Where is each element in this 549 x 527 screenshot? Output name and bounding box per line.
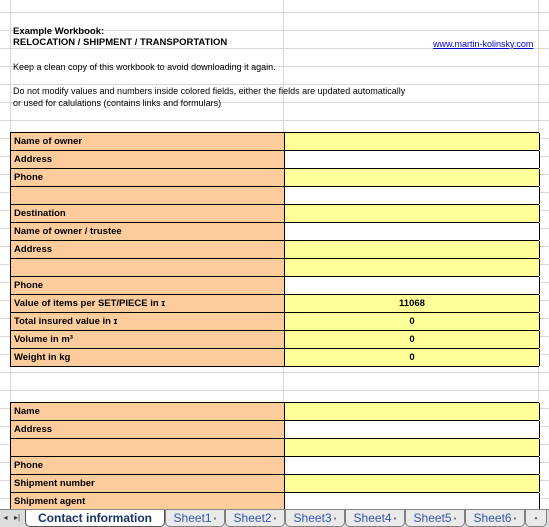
workbook-subtitle: RELOCATION / SHIPMENT / TRANSPORTATION [13, 37, 228, 48]
tab-label: Sheet5 [413, 511, 452, 525]
weight-readout: 0 [285, 349, 540, 366]
form-row-shipment-agent [11, 493, 539, 509]
tab-sheet4[interactable] [345, 510, 405, 527]
sheet-tab-icon: ▪ [393, 514, 397, 523]
tab-scroll-last-icon[interactable]: ▸| [13, 513, 21, 522]
row-label: Destination [11, 205, 285, 222]
destination-address-field[interactable] [285, 241, 540, 258]
owner-address-field[interactable] [285, 151, 540, 168]
shipment-number-field[interactable] [285, 475, 540, 492]
row-label: Name of owner / trustee [11, 223, 285, 240]
row-label: Name [11, 403, 285, 420]
row-label: Value of items per SET/PIECE in ɪ [11, 295, 285, 312]
form-row-destination [11, 205, 539, 223]
form-row-destination-address [11, 241, 539, 259]
total-insured-readout: 0 [285, 313, 540, 330]
form-row-agent-phone [11, 457, 539, 475]
row-label: Volume in m³ [11, 331, 285, 348]
row-label: Phone [11, 457, 285, 474]
form-row-volume [11, 331, 539, 349]
form-row-weight [11, 349, 539, 367]
tab-label: Contact information [38, 511, 152, 525]
tab-label: Sheet6 [473, 511, 512, 525]
form-row-name-of-owner [11, 133, 539, 151]
website-link[interactable]: www.martin-kolinsky.com [433, 39, 534, 49]
row-label: Shipment agent [11, 493, 285, 509]
tab-sheet6[interactable] [465, 510, 525, 527]
row-label [11, 439, 285, 456]
workbook-title: Example Workbook: [13, 26, 105, 37]
value-per-piece-readout: 11068 [285, 295, 540, 312]
contact-form-section [10, 132, 539, 367]
tab-sheet5[interactable] [405, 510, 465, 527]
row-label [11, 187, 285, 204]
row-label [11, 259, 285, 276]
row-label: Address [11, 421, 285, 438]
shipment-agent-section [10, 402, 539, 509]
form-row-trustee [11, 223, 539, 241]
shipment-agent-field[interactable] [285, 493, 540, 509]
form-row-agent-address [11, 421, 539, 439]
sheet-tab-icon: ▪ [453, 514, 457, 523]
sheet-tab-icon: ▪ [273, 514, 277, 523]
form-row-address [11, 151, 539, 169]
agent-name-field[interactable] [285, 403, 540, 420]
tab-scroll-prev-icon[interactable]: ◂ [3, 513, 8, 522]
tab-overflow-indicator[interactable] [525, 510, 547, 527]
tab-contact-information[interactable] [25, 510, 165, 527]
row-label: Weight in kg [11, 349, 285, 366]
form-row-phone [11, 169, 539, 187]
row-label: Name of owner [11, 133, 285, 150]
volume-readout: 0 [285, 331, 540, 348]
sheet-tab-icon: ▪ [333, 514, 337, 523]
tab-sheet1[interactable] [165, 510, 225, 527]
agent-phone-field[interactable] [285, 457, 540, 474]
row-label: Phone [11, 277, 285, 294]
form-row-destination-phone [11, 277, 539, 295]
blank-field[interactable] [285, 187, 540, 204]
agent-address-line2-field[interactable] [285, 439, 540, 456]
destination-phone-field[interactable] [285, 277, 540, 294]
name-of-owner-field[interactable] [285, 133, 540, 150]
sheet-tab-icon: ▪ [213, 514, 217, 523]
owner-phone-field[interactable] [285, 169, 540, 186]
tab-sheet3[interactable] [285, 510, 345, 527]
tab-label: Sheet3 [293, 511, 332, 525]
tab-label: Sheet1 [173, 511, 212, 525]
note-clean-copy: Keep a clean copy of this workbook to avoid downloading it again. [13, 62, 276, 72]
row-label: Address [11, 151, 285, 168]
form-row-blank [11, 187, 539, 205]
row-label: Phone [11, 169, 285, 186]
row-label: Total insured value in ɪ [11, 313, 285, 330]
agent-address-field[interactable] [285, 421, 540, 438]
sheet-tab-bar [0, 509, 549, 527]
destination-address-line2-field[interactable] [285, 259, 540, 276]
trustee-name-field[interactable] [285, 223, 540, 240]
row-label: Shipment number [11, 475, 285, 492]
form-row-agent-name [11, 403, 539, 421]
sheet-tab-icon: ▪ [534, 513, 538, 523]
form-row-shipment-number [11, 475, 539, 493]
form-row-blank [11, 439, 539, 457]
note-colored-fields-line2: or used for calulations (contains links and formulars) [13, 98, 222, 108]
row-label: Address [11, 241, 285, 258]
form-row-value-per-piece [11, 295, 539, 313]
sheet-tab-icon: ▪ [513, 514, 517, 523]
tab-sheet2[interactable] [225, 510, 285, 527]
form-row-blank [11, 259, 539, 277]
destination-field[interactable] [285, 205, 540, 222]
tab-label: Sheet4 [353, 511, 392, 525]
form-row-total-insured [11, 313, 539, 331]
note-colored-fields-line1: Do not modify values and numbers inside colored fields, either the fields are updated automatically [13, 86, 406, 96]
tab-label: Sheet2 [233, 511, 272, 525]
